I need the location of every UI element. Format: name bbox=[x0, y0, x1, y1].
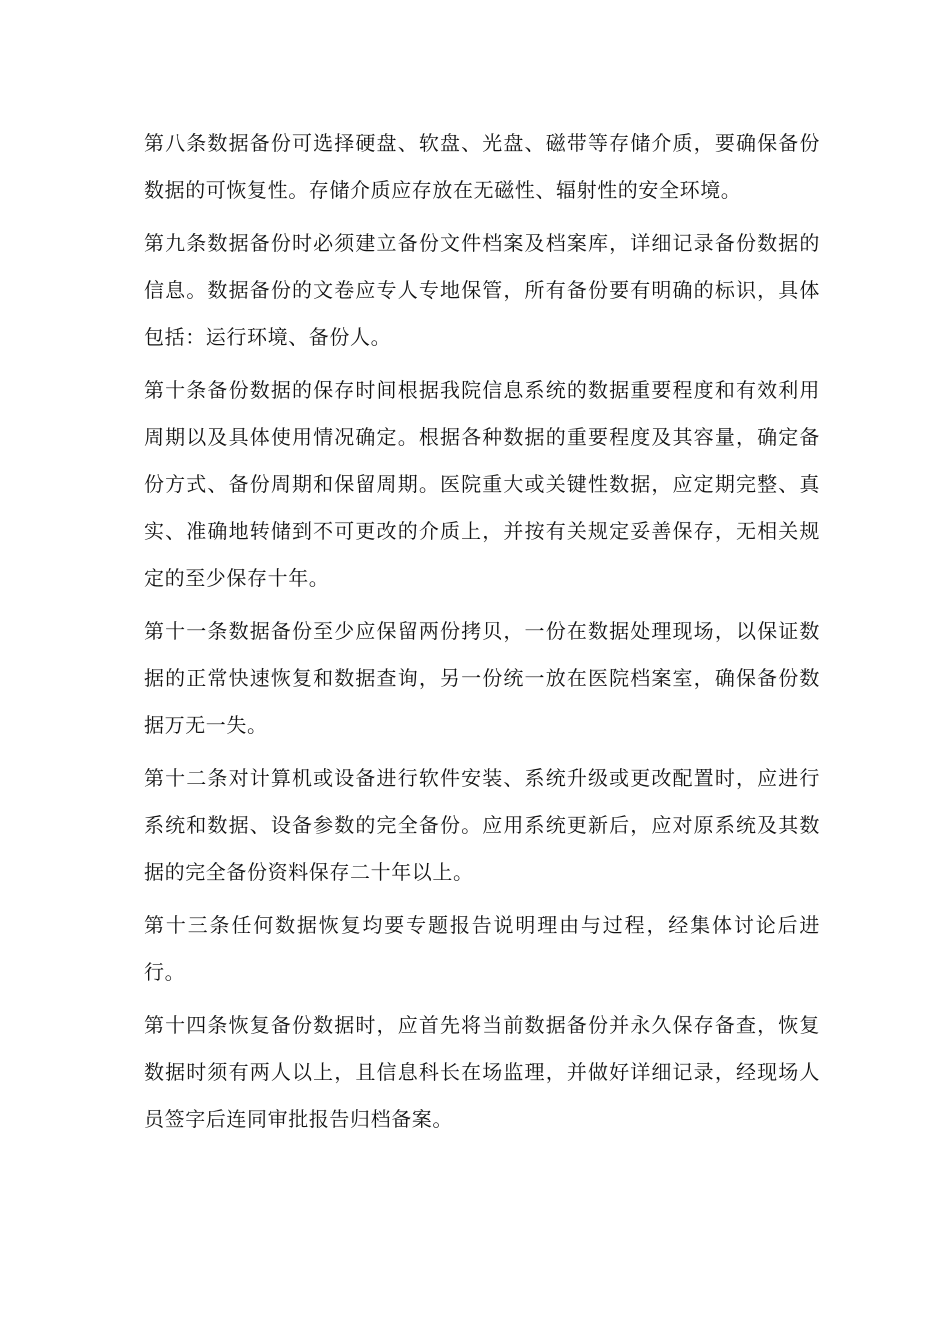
article-8-paragraph: 第八条数据备份可选择硬盘、软盘、光盘、磁带等存储介质，要确保备份数据的可恢复性。存储介质应存放在无磁性、辐射性的安全环境。 bbox=[144, 131, 820, 202]
article-10-paragraph: 第十条备份数据的保存时间根据我院信息系统的数据重要程度和有效利用周期以及具体使用情况确定。根据各种数据的重要程度及其容量，确定备份方式、备份周期和保留周期。医院重大或关键性数据，应定期完整、真实、准确地转储到不可更改的介质上，并按有关规定妥善保存，无相关规定的至少保存十年。 bbox=[144, 378, 820, 590]
article-13-paragraph: 第十三条任何数据恢复均要专题报告说明理由与过程，经集体讨论后进行。 bbox=[144, 913, 820, 984]
document-body bbox=[144, 120, 820, 1149]
article-12-paragraph: 第十二条对计算机或设备进行软件安装、系统升级或更改配置时，应进行系统和数据、设备参数的完全备份。应用系统更新后，应对原系统及其数据的完全备份资料保存二十年以上。 bbox=[144, 766, 820, 884]
article-14-paragraph: 第十四条恢复备份数据时，应首先将当前数据备份并永久保存备查，恢复数据时须有两人以上，且信息科长在场监理，并做好详细记录，经现场人员签字后连同审批报告归档备案。 bbox=[144, 1013, 820, 1131]
article-9-paragraph: 第九条数据备份时必须建立备份文件档案及档案库，详细记录备份数据的信息。数据备份的文卷应专人专地保管，所有备份要有明确的标识，具体包括：运行环境、备份人。 bbox=[144, 231, 820, 349]
article-11-paragraph: 第十一条数据备份至少应保留两份拷贝，一份在数据处理现场，以保证数据的正常快速恢复和数据查询，另一份统一放在医院档案室，确保备份数据万无一失。 bbox=[144, 619, 820, 737]
